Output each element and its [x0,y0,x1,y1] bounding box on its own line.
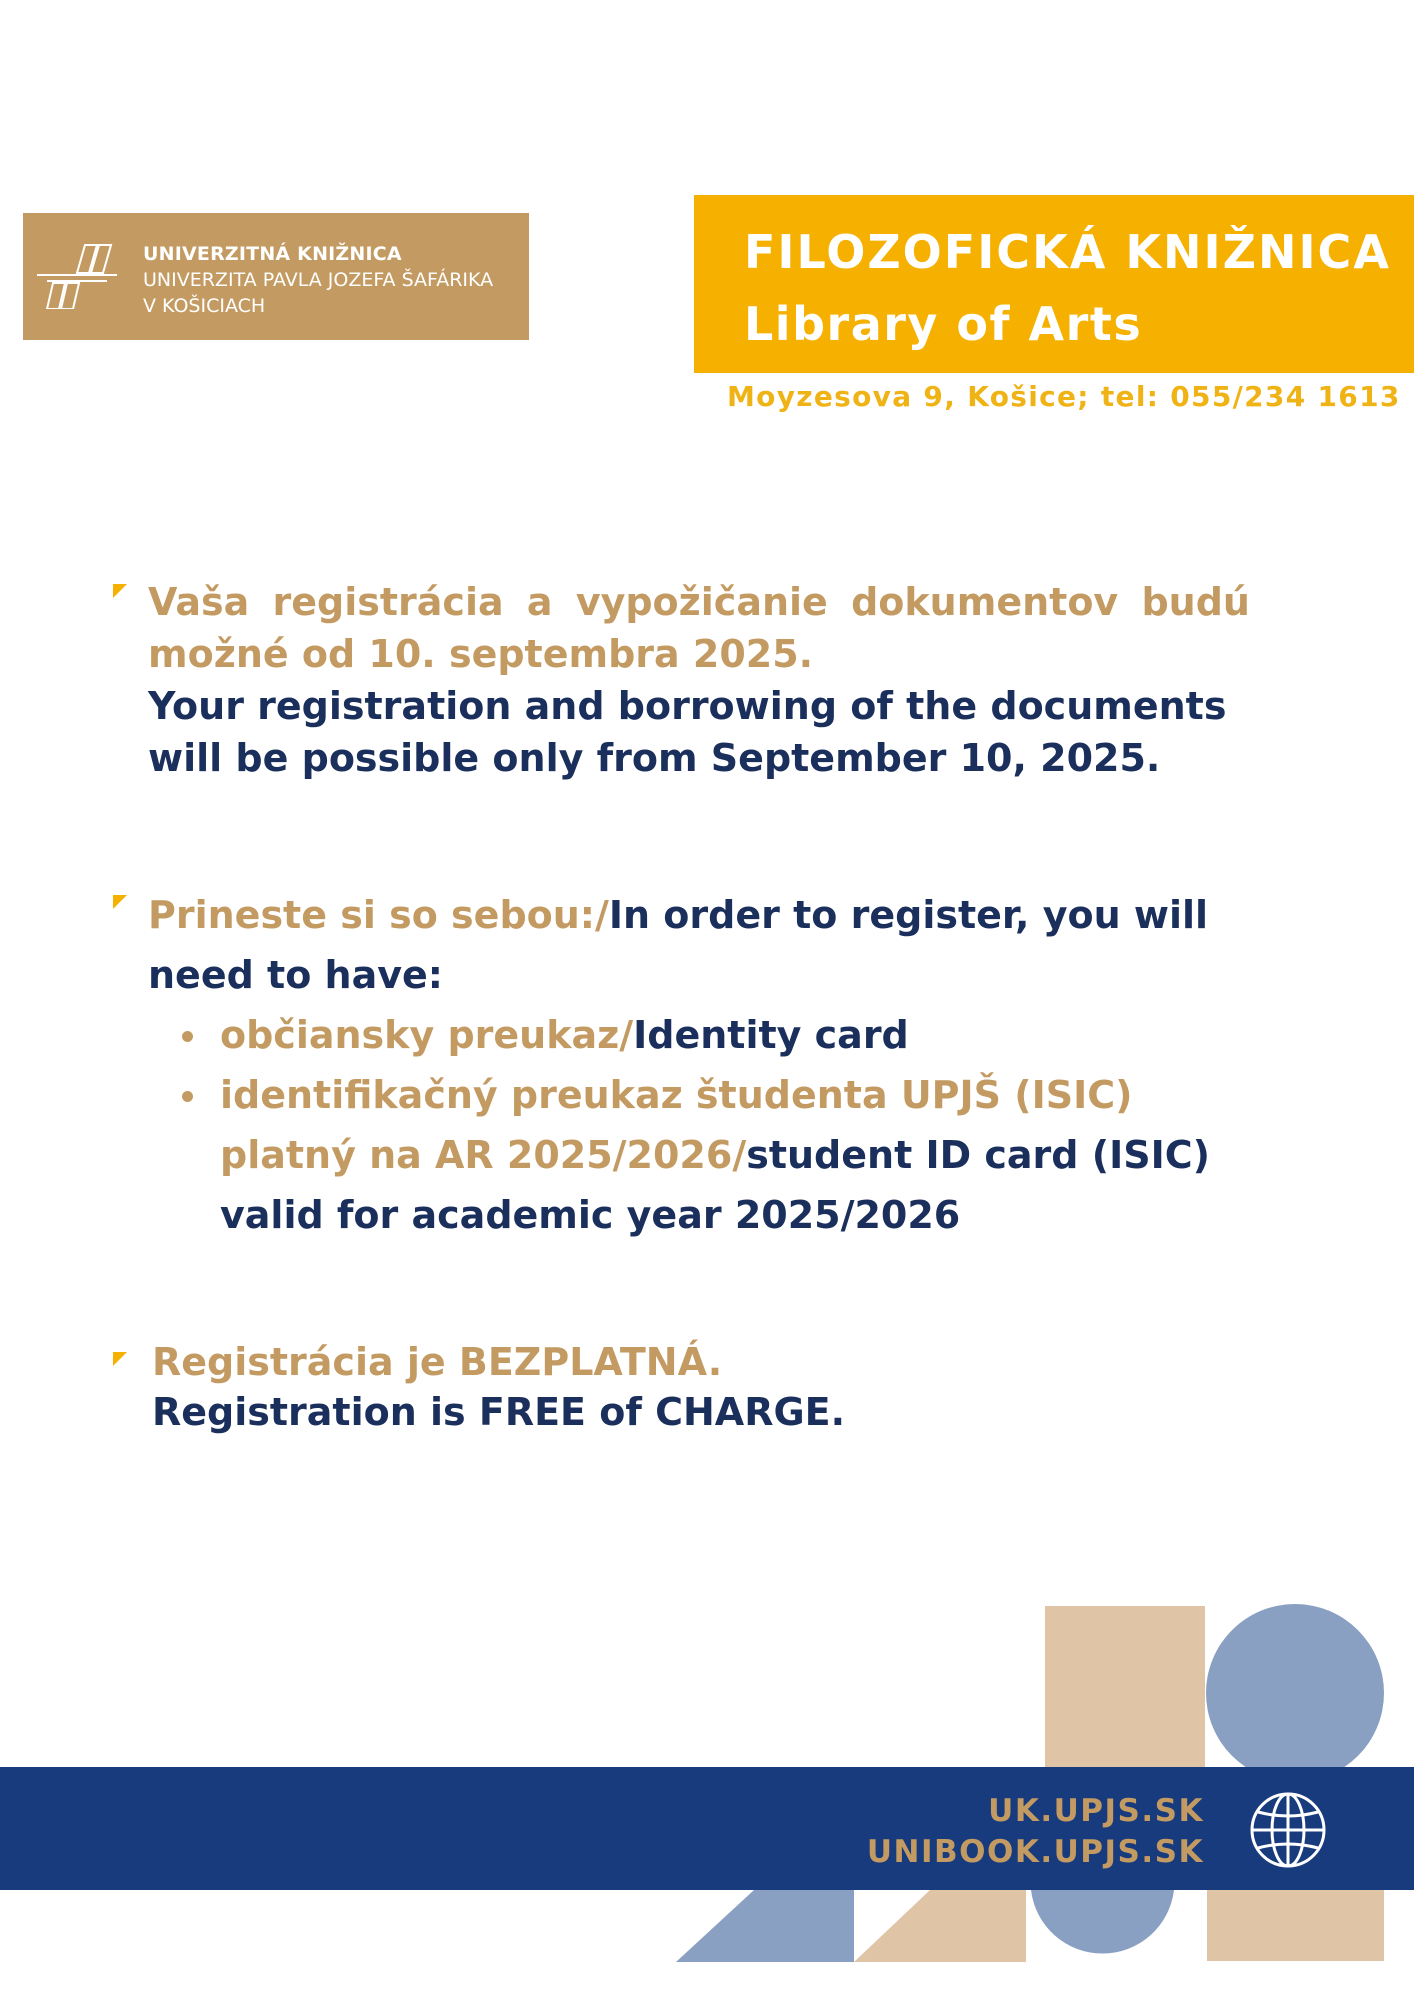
item2-en-line3: valid for academic year 2025/2026 [220,1193,961,1237]
website-link-uk[interactable]: UK.UPJS.SK [988,1793,1204,1829]
title-banner [694,195,1414,373]
decor-bottom-shapes [676,1890,1174,1962]
books-logo-icon [37,239,127,309]
required-intro-en: In order to register, you will [608,893,1209,937]
logo-city: V KOŠICIACH [143,295,266,317]
free-en: Registration is FREE of CHARGE. [152,1390,846,1434]
footer-links [867,1791,1204,1873]
free-sk: Registrácia je BEZPLATNÁ. [152,1340,723,1384]
list-item [148,1005,1210,1065]
website-link-unibook[interactable]: UNIBOOK.UPJS.SK [866,1834,1204,1870]
item2-en-line2: student ID card (ISIC) [746,1133,1210,1177]
decor-blue-triangle [676,1890,854,1962]
decor-beige-rect-bottom [1207,1890,1384,1961]
item1-sk: občiansky preukaz/ [220,1013,634,1057]
globe-icon [1248,1790,1328,1870]
registration-sk-line2: možné od 10. septembra 2025. [148,632,814,676]
required-intro-sk: Prineste si so sebou:/ [148,893,609,937]
registration-notice [148,576,1250,784]
required-intro [148,885,1210,945]
list-item [148,1065,1210,1245]
item2-sk-line2: platný na AR 2025/2026/ [220,1133,747,1177]
decor-beige-rect [1045,1606,1205,1768]
registration-en-line1: Your registration and borrowing of the documents [148,684,1227,728]
item1-en: Identity card [633,1013,909,1057]
decor-beige-triangle [854,1890,1026,1962]
logo-text [143,241,493,319]
logo-title: UNIVERZITNÁ KNIŽNICA [143,243,402,265]
decor-blue-half-circle [1031,1890,1174,1954]
bullet-marker-icon [113,895,127,909]
required-documents [148,885,1210,1245]
item2-sk-line1: identifikačný preukaz študenta UPJŠ (ISIC) [220,1073,1133,1117]
free-registration [152,1337,845,1437]
footer-bar [0,1767,1414,1890]
bullet-marker-icon [113,1352,127,1366]
library-logo [23,213,529,340]
required-list [148,1005,1210,1245]
page-title: FILOZOFICKÁ KNIŽNICA [744,225,1391,279]
page-subtitle: Library of Arts [744,297,1143,351]
registration-sk-line1: Vaša registrácia a vypožičanie dokumentov budú [148,580,1250,624]
bullet-marker-icon [113,584,127,598]
required-intro-en-line2: need to have: [148,953,443,997]
registration-en-line2: will be possible only from September 10, 2025. [148,736,1161,780]
decor-blue-circle [1206,1604,1384,1782]
logo-university: UNIVERZITA PAVLA JOZEFA ŠAFÁRIKA [143,269,494,291]
library-address: Moyzesova 9, Košice; tel: 055/234 1613 [727,380,1401,413]
